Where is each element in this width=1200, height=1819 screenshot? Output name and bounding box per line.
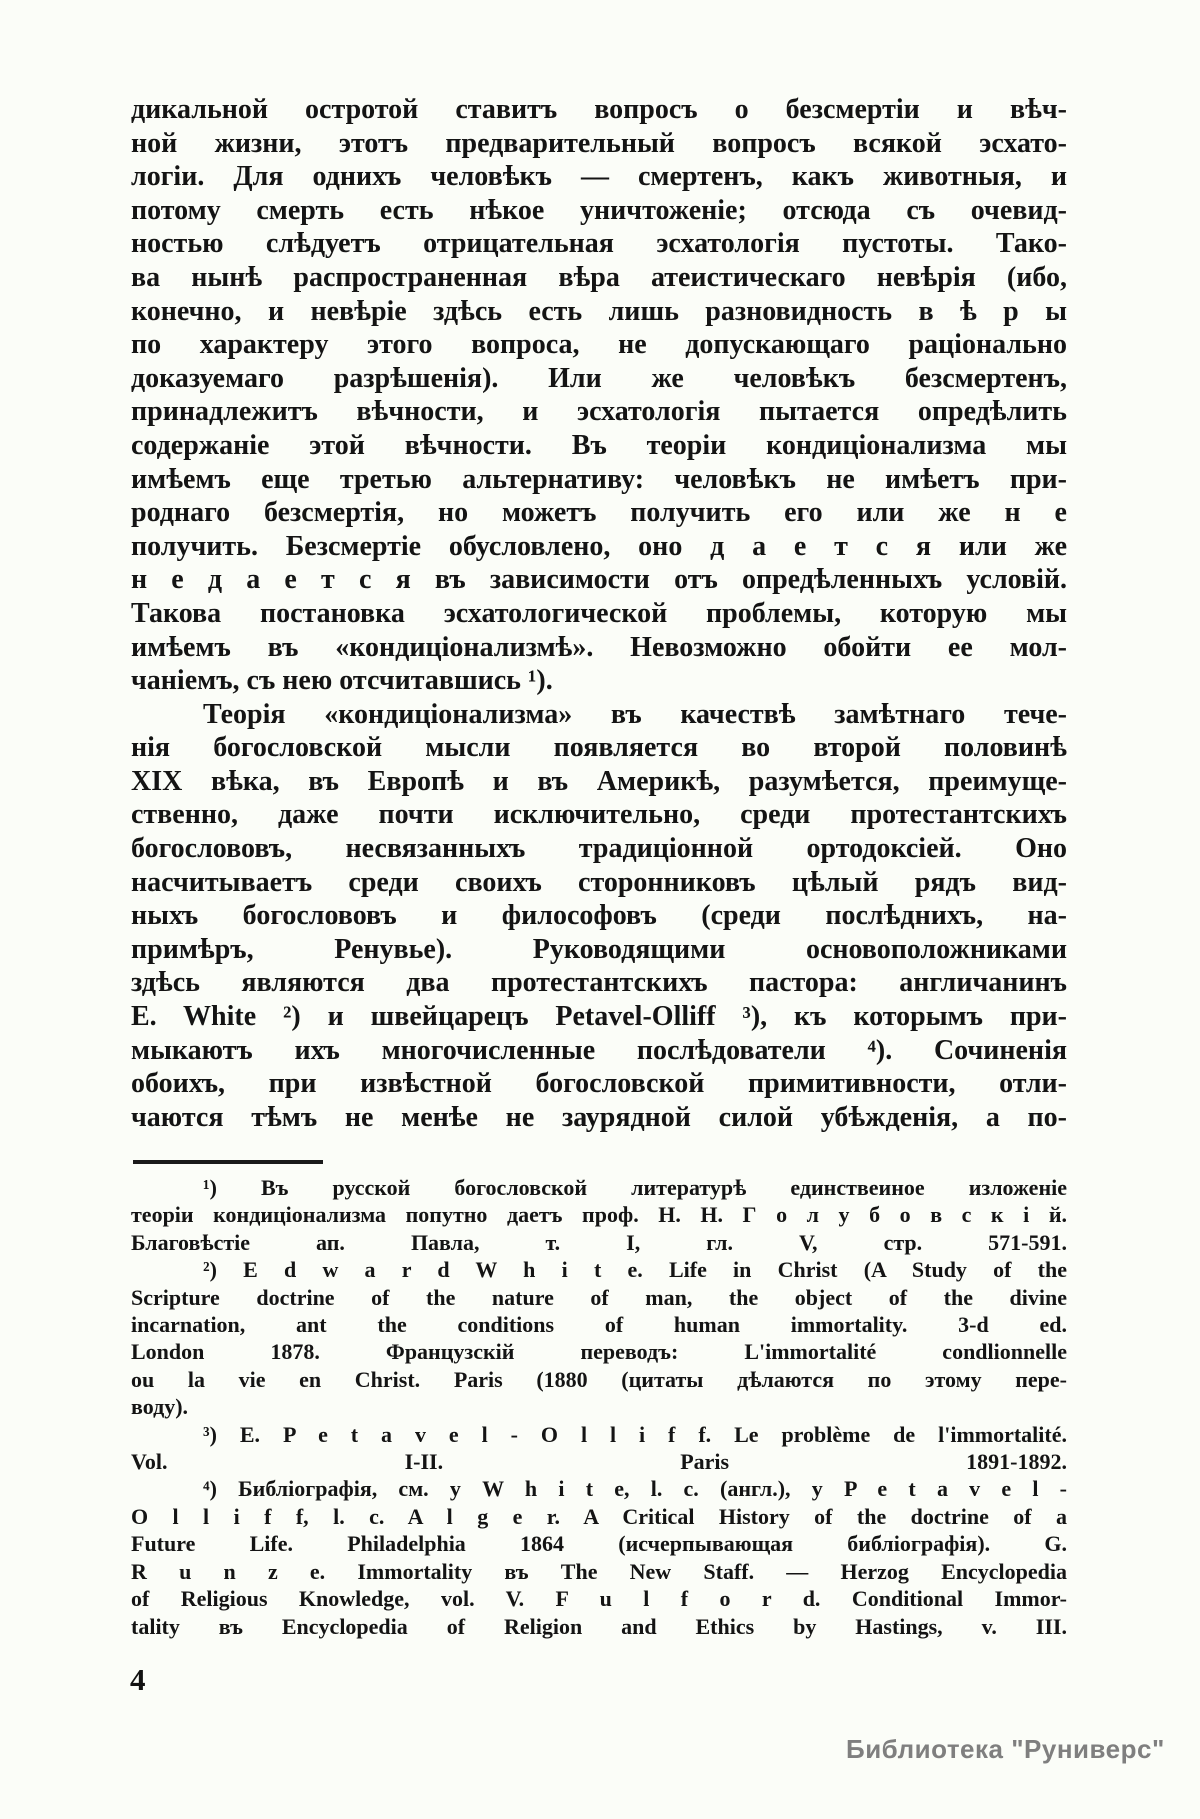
paragraph: [131, 93, 1067, 698]
text-line: ныхъ богослововъ и философовъ (среди послѣднихъ, на-: [131, 900, 1067, 932]
text-line: получить. Безсмертіе обусловлено, оно д а е т с я или же: [131, 530, 1067, 562]
text-line: принадлежитъ вѣчности, и эсхатологія пытается опредѣлить: [131, 396, 1067, 428]
text-line: ственно, даже почти исключительно, среди протестантскихъ: [131, 799, 1067, 831]
text-line: Такова постановка эсхатологической проблемы, которую мы: [131, 597, 1067, 629]
text-line: здѣсь являются два протестантскихъ пастора: англичанинъ: [131, 967, 1067, 999]
footnote-separator-rule: [133, 1160, 323, 1164]
text-line: н е д а е т с я въ зависимости отъ опредѣленныхъ условій.: [131, 564, 1067, 596]
text-line: дикальной остротой ставитъ вопросъ о безсмертіи и вѣч-: [131, 94, 1067, 125]
footnote-line: ¹) Въ русской богословской литературѣ единствеиное изложеніе: [203, 1175, 1067, 1200]
footnote-line: теоріи кондиціонализма попутно даетъ проф. Н. Н. Г о л у б о в с к і й.: [131, 1202, 1067, 1228]
text-line: конечно, и невѣріе здѣсь есть лишь разновидность в ѣ р ы: [131, 295, 1067, 327]
footnote-line: O l l i f f, l. c. A l g e r. A Critical History of the doctrine of a: [131, 1503, 1067, 1529]
text-line: богослововъ, несвязанныхъ традиціонной ортодоксіей. Оно: [131, 833, 1067, 865]
text-line: Теорія «кондиціонализма» въ качествѣ замѣтнаго тече-: [203, 698, 1067, 730]
text-line: роднаго безсмертія, но можетъ получить его или же н е: [131, 497, 1067, 529]
text-line: ной жизни, этотъ предварительный вопросъ всякой эсхато-: [131, 127, 1067, 159]
footnote-line: Scripture doctrine of the nature of man, the object of the divine: [131, 1284, 1067, 1310]
footnote-line: воду).: [131, 1394, 189, 1420]
footnote-line: Vol. I-II. Paris 1891-1892.: [131, 1449, 1067, 1475]
footnote-line: London 1878. Французскій переводъ: L'immortalité condlionnelle: [131, 1339, 1067, 1365]
text-line: чаются тѣмъ не менѣе не заурядной силой убѣжденія, а по-: [131, 1101, 1067, 1133]
footnote-line: Future Life. Philadelphia 1864 (исчерпывающая библіографія). G.: [131, 1531, 1067, 1557]
footnote-line: R u n z e. Immortality въ The New Staff. — Herzog Encyclopedia: [131, 1558, 1067, 1584]
text-line: содержаніе этой вѣчности. Въ теоріи кондиціонализма мы: [131, 429, 1067, 461]
text-line: мыкаютъ ихъ многочисленные послѣдователи ⁴). Сочиненія: [131, 1034, 1067, 1066]
footnote: [131, 1475, 1067, 1639]
text-line: обоихъ, при извѣстной богословской примитивности, отли-: [131, 1068, 1067, 1100]
body-text: [131, 93, 1067, 1134]
footnote-line: ³) E. P e t a v e l - O l l i f f. Le problème de l'immortalité.: [203, 1421, 1067, 1447]
footnote: [131, 1256, 1067, 1420]
footnote-line: Благовѣстіе ап. Павла, т. I, гл. V, стр. 571-591.: [131, 1229, 1067, 1255]
text-line: логіи. Для однихъ человѣкъ — смертенъ, какъ животныя, и: [131, 161, 1067, 193]
text-line: E. White ²) и швейцарецъ Petavel-Olliff ³), къ которымъ при-: [131, 1001, 1067, 1033]
footnote-line: tality въ Encyclopedia of Religion and Ethics by Hastings, v. III.: [131, 1613, 1067, 1639]
text-line: примѣръ, Ренувье). Руководящими основоположниками: [131, 933, 1067, 965]
text-line: доказуемаго разрѣшенія). Или же человѣкъ безсмертенъ,: [131, 362, 1067, 394]
library-watermark: Библиотека "Руниверс": [846, 1734, 1165, 1764]
footnote-line: of Religious Knowledge, vol. V. F u l f o r d. Conditional Immor-: [131, 1586, 1067, 1612]
footnote: [131, 1174, 1067, 1256]
text-line: ностью слѣдуетъ отрицательная эсхатологія пустоты. Тако-: [131, 228, 1067, 260]
footnote-line: ²) E d w a r d W h i t e. Life in Christ (A Study of the: [203, 1257, 1067, 1283]
text-line: потому смерть есть нѣкое уничтоженіе; отсюда съ очевид-: [131, 194, 1067, 226]
footnote-line: incarnation, ant the conditions of human immortality. 3-d ed.: [131, 1312, 1067, 1338]
footnotes: [131, 1174, 1067, 1640]
text-line: XIX вѣка, въ Европѣ и въ Америкѣ, разумѣется, преимуще-: [131, 765, 1067, 797]
footnote: [131, 1421, 1067, 1476]
text-line: ва нынѣ распространенная вѣра атеистическаго невѣрія (ибо,: [131, 261, 1067, 293]
text-line: имѣемъ въ «кондиціонализмѣ». Невозможно обойти ее мол-: [131, 631, 1067, 663]
text-line: нія богословской мысли появляется во второй половинѣ: [131, 732, 1067, 764]
footnote-line: ⁴) Библіографія, см. у W h i t e, l. c. (англ.), у P e t a v e l -: [203, 1476, 1067, 1502]
text-line: имѣемъ еще третью альтернативу: человѣкъ не имѣетъ при-: [131, 463, 1067, 495]
text-line: насчитываетъ среди своихъ сторонниковъ цѣлый рядъ вид-: [131, 866, 1067, 898]
text-line: чаніемъ, съ нею отсчитавшись ¹).: [131, 665, 553, 697]
text-line: по характеру этого вопроса, не допускающаго раціонально: [131, 329, 1067, 361]
paragraph: [131, 698, 1067, 1135]
page-number: 4: [130, 1662, 146, 1697]
footnote-line: ou la vie en Christ. Paris (1880 (цитаты дѣлаются по этому пере-: [131, 1366, 1067, 1392]
